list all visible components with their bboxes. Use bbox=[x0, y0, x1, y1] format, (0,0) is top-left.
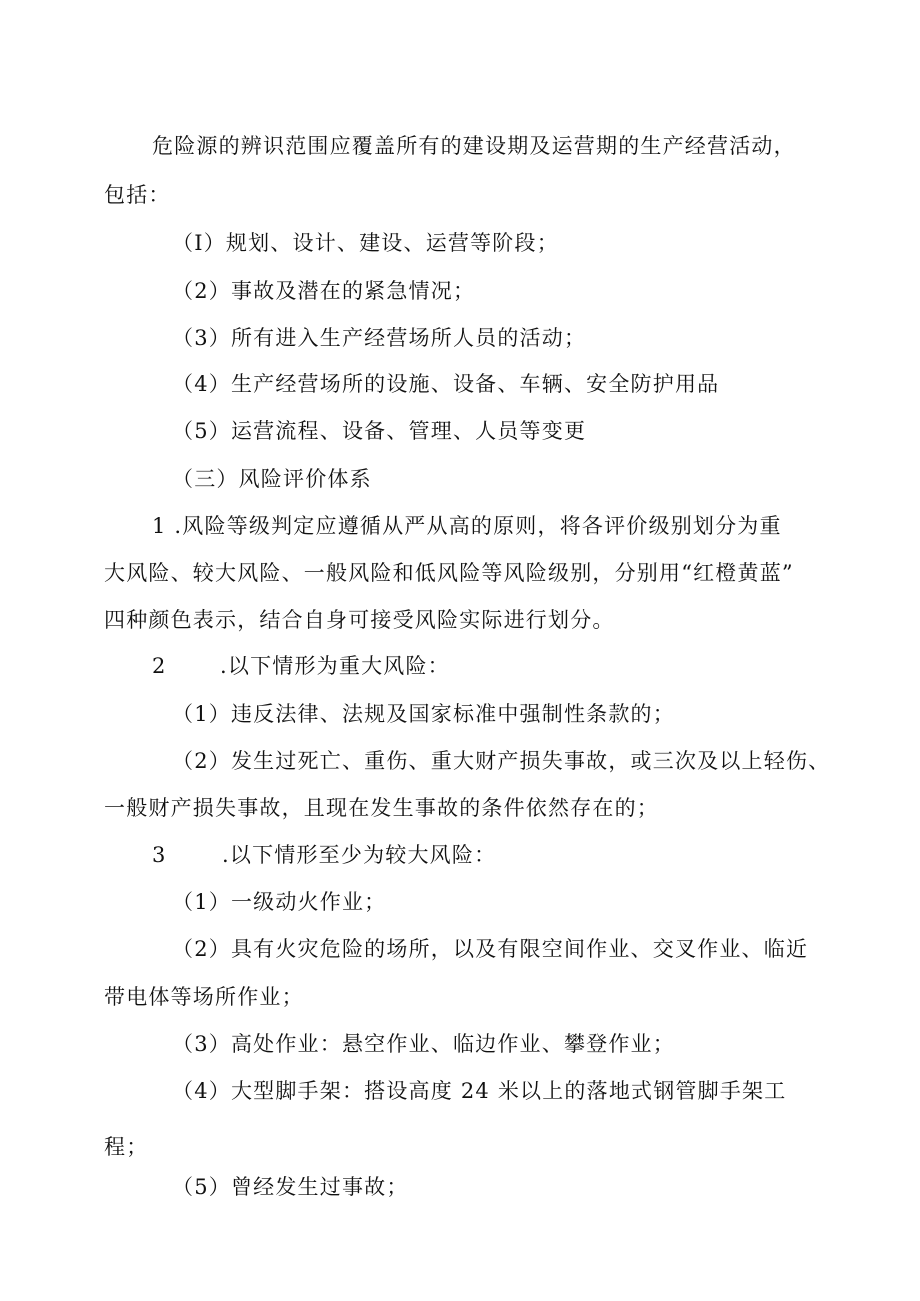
list-item: （5）运营流程、设备、管理、人员等变更 bbox=[172, 419, 587, 443]
list-item: （5）曾经发生过事故； bbox=[172, 1175, 409, 1199]
list-item: （1）一级动火作业； bbox=[172, 890, 387, 914]
list-item: （3）高处作业：悬空作业、临边作业、攀登作业； bbox=[172, 1032, 675, 1056]
paragraph-line: 1 .风险等级判定应遵循从严从高的原则，将各评价级别划分为重 bbox=[152, 514, 782, 538]
paragraph-text: .以下情形为重大风险： bbox=[220, 654, 450, 678]
numbered-paragraph bbox=[152, 840, 496, 870]
list-item: （2）事故及潜在的紧急情况； bbox=[172, 279, 476, 303]
paragraph-line: 带电体等场所作业； bbox=[104, 985, 304, 1009]
paragraph-number: 2 bbox=[152, 654, 167, 678]
paragraph-line: 危险源的辨识范围应覆盖所有的建设期及运营期的生产经营活动， bbox=[152, 134, 796, 158]
list-item: （1）违反法律、法规及国家标准中强制性条款的； bbox=[172, 702, 675, 726]
paragraph-line: 四种颜色表示，结合自身可接受风险实际进行划分。 bbox=[104, 608, 615, 632]
list-item: （3）所有进入生产经营场所人员的活动； bbox=[172, 326, 587, 350]
paragraph-line: 包括： bbox=[104, 183, 171, 207]
list-item: （4）大型脚手架：搭设高度 24 米以上的落地式钢管脚手架工 bbox=[172, 1079, 787, 1103]
numbered-paragraph bbox=[152, 651, 450, 681]
paragraph-line: 一般财产损失事故，且现在发生事故的条件依然存在的； bbox=[104, 796, 659, 820]
list-item: （4）生产经营场所的设施、设备、车辆、安全防护用品 bbox=[172, 372, 720, 396]
list-item: （2）发生过死亡、重伤、重大财产损失事故，或三次及以上轻伤、 bbox=[172, 749, 831, 773]
paragraph-line: 程； bbox=[104, 1135, 149, 1159]
section-heading: （三）风险评价体系 bbox=[172, 467, 372, 491]
paragraph-number: 3 bbox=[152, 843, 167, 867]
list-item: （2）具有火灾危险的场所，以及有限空间作业、交叉作业、临近 bbox=[172, 937, 809, 961]
paragraph-text: .以下情形至少为较大风险： bbox=[222, 843, 497, 867]
paragraph-line: 大风险、较大风险、一般风险和低风险等风险级别，分别用“红橙黄蓝” bbox=[104, 561, 794, 585]
list-item: （I）规划、设计、建设、运营等阶段； bbox=[172, 231, 559, 255]
